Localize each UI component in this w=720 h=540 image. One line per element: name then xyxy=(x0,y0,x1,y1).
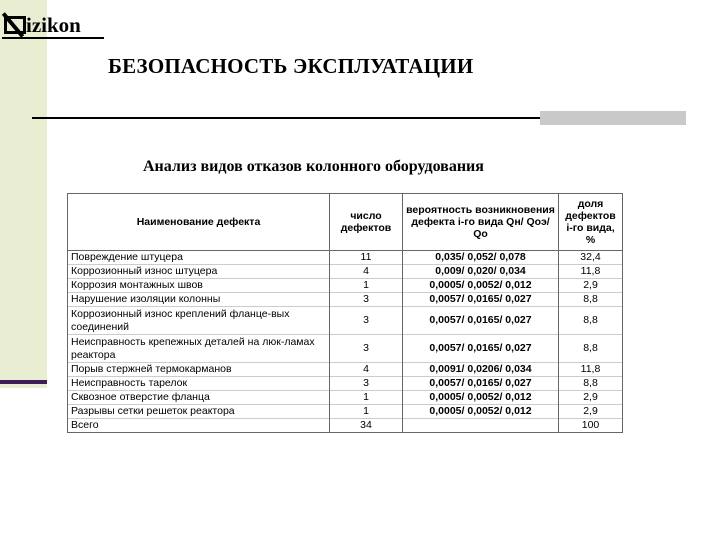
table-row xyxy=(68,363,623,377)
table-row xyxy=(68,377,623,391)
logo-text: izikon xyxy=(26,13,81,37)
cell-probability: 0,0057/ 0,0165/ 0,027 xyxy=(403,377,559,391)
cell-probability: 0,0057/ 0,0165/ 0,027 xyxy=(403,293,559,307)
cell-name: Сквозное отверстие фланца xyxy=(68,391,330,405)
header-defect-name: Наименование дефекта xyxy=(68,194,330,251)
cell-total-probability xyxy=(403,419,559,433)
cell-share: 11,8 xyxy=(559,363,623,377)
cell-share: 2,9 xyxy=(559,279,623,293)
cell-name: Разрывы сетки решеток реактора xyxy=(68,405,330,419)
title-rule-accent xyxy=(540,111,686,125)
cell-total-count: 34 xyxy=(330,419,403,433)
cell-count: 11 xyxy=(330,251,403,265)
header-probability: вероятность возникновения дефекта i-го вида Qн/ Qоэ/ Qо xyxy=(403,194,559,251)
logo-icon xyxy=(2,8,30,38)
defects-table xyxy=(67,193,623,433)
cell-probability: 0,0005/ 0,0052/ 0,012 xyxy=(403,279,559,293)
table-row xyxy=(68,265,623,279)
cell-total-share: 100 xyxy=(559,419,623,433)
cell-share: 32,4 xyxy=(559,251,623,265)
cell-probability: 0,0005/ 0,0052/ 0,012 xyxy=(403,391,559,405)
cell-count: 3 xyxy=(330,377,403,391)
cell-name: Нарушение изоляции колонны xyxy=(68,293,330,307)
cell-probability: 0,009/ 0,020/ 0,034 xyxy=(403,265,559,279)
cell-probability: 0,0005/ 0,0052/ 0,012 xyxy=(403,405,559,419)
cell-name: Коррозионный износ штуцера xyxy=(68,265,330,279)
left-decorative-strip xyxy=(0,0,47,388)
cell-probability: 0,0091/ 0,0206/ 0,034 xyxy=(403,363,559,377)
cell-probability: 0,0057/ 0,0165/ 0,027 xyxy=(403,335,559,363)
table-row xyxy=(68,307,623,335)
title-rule xyxy=(32,117,540,119)
rizikon-logo xyxy=(2,4,81,38)
left-strip-divider xyxy=(0,380,47,384)
cell-name: Повреждение штуцера xyxy=(68,251,330,265)
cell-name: Неисправность тарелок xyxy=(68,377,330,391)
cell-probability: 0,035/ 0,052/ 0,078 xyxy=(403,251,559,265)
table-total-row xyxy=(68,419,623,433)
cell-name: Неисправность крепежных деталей на люк-ламах реактора xyxy=(68,335,330,363)
cell-count: 3 xyxy=(330,307,403,335)
cell-count: 3 xyxy=(330,335,403,363)
cell-total-label: Всего xyxy=(68,419,330,433)
page-subtitle: Анализ видов отказов колонного оборудования xyxy=(143,158,484,175)
header-share: доля дефектов i-го вида, % xyxy=(559,194,623,251)
cell-share: 8,8 xyxy=(559,307,623,335)
cell-share: 2,9 xyxy=(559,405,623,419)
cell-share: 2,9 xyxy=(559,391,623,405)
cell-count: 4 xyxy=(330,265,403,279)
cell-count: 1 xyxy=(330,279,403,293)
table-row xyxy=(68,405,623,419)
table-row xyxy=(68,279,623,293)
cell-count: 1 xyxy=(330,391,403,405)
table-row xyxy=(68,293,623,307)
page-title: БЕЗОПАСНОСТЬ ЭКСПЛУАТАЦИИ xyxy=(108,54,474,78)
table-header-row xyxy=(68,194,623,251)
logo-underline xyxy=(2,37,104,39)
table-row xyxy=(68,391,623,405)
cell-name: Порыв стержней термокарманов xyxy=(68,363,330,377)
cell-count: 1 xyxy=(330,405,403,419)
table-row xyxy=(68,251,623,265)
cell-probability: 0,0057/ 0,0165/ 0,027 xyxy=(403,307,559,335)
defects-table-container xyxy=(67,193,622,436)
cell-count: 4 xyxy=(330,363,403,377)
cell-count: 3 xyxy=(330,293,403,307)
cell-share: 11,8 xyxy=(559,265,623,279)
cell-name: Коррозионный износ креплений фланце-вых соединений xyxy=(68,307,330,335)
cell-share: 8,8 xyxy=(559,335,623,363)
cell-name: Коррозия монтажных швов xyxy=(68,279,330,293)
cell-share: 8,8 xyxy=(559,293,623,307)
header-defect-count: число дефектов xyxy=(330,194,403,251)
table-row xyxy=(68,335,623,363)
cell-share: 8,8 xyxy=(559,377,623,391)
